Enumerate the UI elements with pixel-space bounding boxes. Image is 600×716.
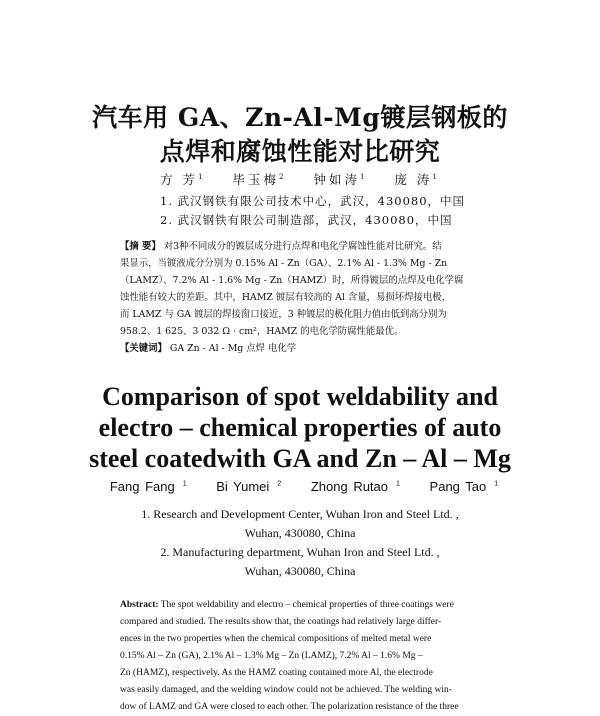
cn-author: 毕玉梅$^2$ xyxy=(232,172,287,187)
en-affiliation-line-2: Wuhan, 430080, China xyxy=(244,526,356,540)
cn-abstract-line: （LAMZ）、7.2% Al - 1.6% Mg - Zn（HAMZ）时，所得镀层的点焊及电化学腐 xyxy=(120,275,464,286)
cn-title-line-1: 汽车用 GA、Zn-Al-Mg镀层钢板的 xyxy=(92,103,508,132)
en-affiliation-line-4: Wuhan, 430080, China xyxy=(244,564,356,578)
cn-affiliation-1: 1. 武汉钢铁有限公司技术中心，武汉，430080，中国 xyxy=(160,194,466,208)
en-abstract-line: Zn (HAMZ), respectively. As the HAMZ coating contained more Al, the electrode xyxy=(120,668,433,678)
en-abstract-line: Abstract: The spot weldability and electro – chemical properties of three coatings were xyxy=(120,600,454,610)
en-title-line-2: electro – chemical properties of auto xyxy=(98,413,502,442)
en-author: Bi Yumei $^2$ xyxy=(216,479,282,494)
en-title-line-3: steel coatedwith GA and Zn – Al – Mg xyxy=(89,444,511,473)
en-author: Pang Tao $^1$ xyxy=(429,479,499,494)
en-abstract-label: Abstract: xyxy=(120,600,159,610)
cn-abstract-label: 【摘 要】 xyxy=(120,241,161,252)
cn-author: 钟如涛$^1$ xyxy=(313,172,368,187)
en-affiliation-line-1: 1. Research and Development Center, Wuhan Iron and Steel Ltd. , xyxy=(141,507,459,521)
en-authors xyxy=(0,479,600,494)
cn-abstract-line: 而 LAMZ 与 GA 镀层的焊接窗口接近，3 种镀层的极化阻力值由低到高分别为 xyxy=(120,309,447,320)
cn-affiliation-2: 2. 武汉钢铁有限公司制造部，武汉，430080，中国 xyxy=(160,213,453,227)
cn-keywords: 【关键词】 GA Zn - Al - Mg 点焊 电化学 xyxy=(120,343,297,354)
cn-abstract-line: 【摘 要】 对3种不同成分的镀层成分进行点焊和电化学腐蚀性能对比研究。结 xyxy=(120,241,442,252)
cn-abstract-line: 958.2、1 625、3 032 Ω · cm²，HAMZ 的电化学防腐性能最优。 xyxy=(120,326,404,337)
en-author: Fang Fang $^1$ xyxy=(109,479,187,494)
cn-author: 庞 涛$^1$ xyxy=(394,172,440,187)
en-author: Zhong Rutao $^1$ xyxy=(310,479,400,494)
en-affiliation-line-3: 2. Manufacturing department, Wuhan Iron and Steel Ltd. , xyxy=(160,545,440,559)
cn-keywords-label: 【关键词】 xyxy=(120,343,167,354)
cn-abstract xyxy=(120,238,500,357)
en-title-line-1: Comparison of spot weldability and xyxy=(102,382,498,411)
cn-authors xyxy=(0,170,600,188)
en-abstract-line: compared and studied. The results show that, the coatings had relatively large differ- xyxy=(120,617,442,627)
en-abstract xyxy=(120,597,500,716)
cn-abstract-line: 蚀性能有较大的差距。其中，HAMZ 镀层有较高的 Al 含量，易损坏焊接电极， xyxy=(120,292,452,303)
cn-title-line-2: 点焊和腐蚀性能对比研究 xyxy=(159,137,441,166)
cn-author: 方 芳$^1$ xyxy=(160,172,206,187)
en-abstract-line: ences in the two properties when the chemical compositions of melted metal were xyxy=(120,634,432,644)
cn-abstract-line: 果显示，当镀液成分分别为 0.15% Al - Zn（GA）、2.1% Al - 1.3% Mg - Zn xyxy=(120,258,448,269)
en-abstract-line: dow of LAMZ and GA were closed to each other. The polarization resistance of the three xyxy=(120,702,459,712)
en-abstract-line: 0.15% Al – Zn (GA), 2.1% Al – 1.3% Mg – Zn (LAMZ), 7.2% Al – 1.6% Mg – xyxy=(120,651,423,661)
en-abstract-line: was easily damaged, and the welding window could not be achieved. The welding win- xyxy=(120,685,452,695)
